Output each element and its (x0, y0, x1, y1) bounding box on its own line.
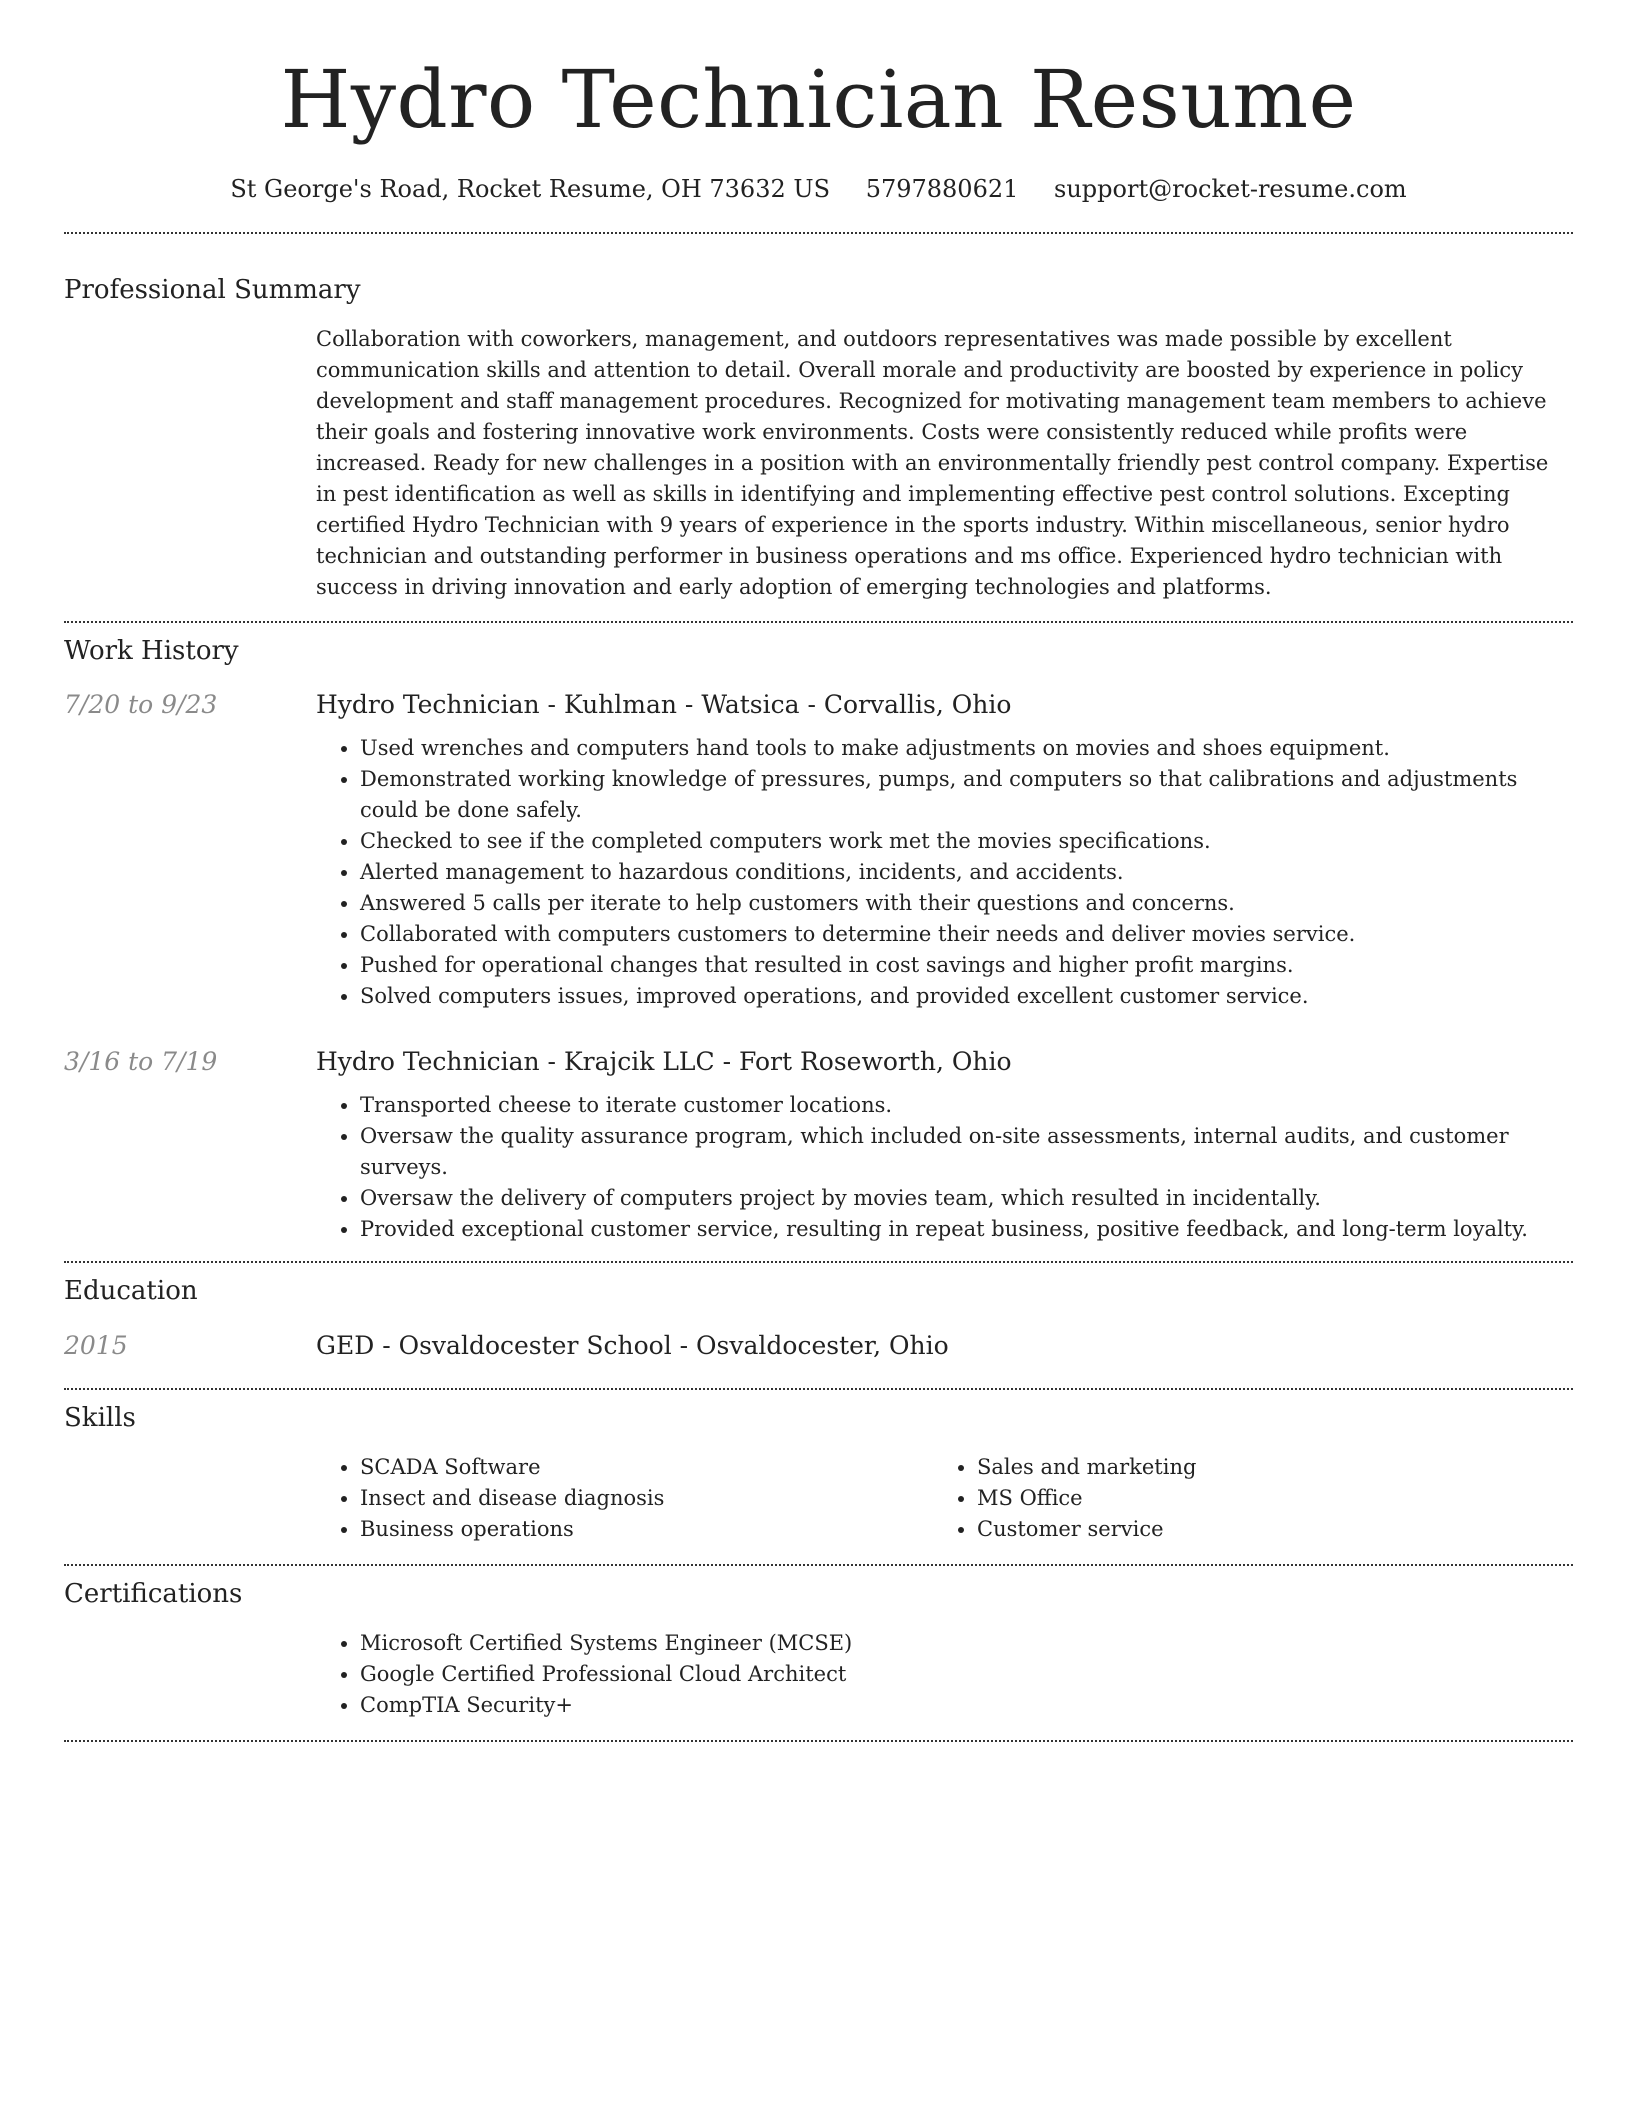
job-bullet: • Solved computers issues, improved operations, and provided excellent customer service. (360, 981, 1573, 1012)
job-dates: 3/16 to 7/19 (64, 1047, 218, 1076)
job-bullets (316, 733, 1573, 1012)
certifications-content (316, 1628, 1573, 1721)
contact-phone: 5797880621 (865, 175, 1019, 203)
job-body (316, 687, 1573, 1012)
contact-email: support@rocket-resume.com (1054, 175, 1407, 203)
education-date: 2015 (64, 1331, 128, 1360)
job-bullet: • Pushed for operational changes that resulted in cost savings and higher profit margins. (360, 950, 1573, 981)
skill-item: • Customer service (977, 1514, 1550, 1545)
skill-item: • Insect and disease diagnosis (360, 1483, 933, 1514)
job-body (316, 1044, 1573, 1245)
section-title-work: Work History (64, 636, 239, 666)
summary-section (64, 234, 1573, 603)
resume-title: Hydro Technician Resume (280, 53, 1357, 146)
skill-item: • SCADA Software (360, 1452, 933, 1483)
work-history-section (64, 623, 1573, 1245)
skill-item: • Business operations (360, 1514, 933, 1545)
job-entry (64, 687, 1573, 1012)
job-bullet: • Oversaw the delivery of computers project by movies team, which resulted in incidentally. (360, 1183, 1573, 1214)
contact-line (64, 172, 1573, 206)
job-bullet: • Oversaw the quality assurance program, which included on-site assessments, internal audits, and customer surveys. (360, 1121, 1573, 1183)
job-entry (64, 1044, 1573, 1245)
skill-item: • Sales and marketing (977, 1452, 1550, 1483)
job-bullet: • Alerted management to hazardous conditions, incidents, and accidents. (360, 857, 1573, 888)
education-body (316, 1328, 1573, 1364)
job-bullet: • Checked to see if the completed computers work met the movies specifications. (360, 826, 1573, 857)
skills-section (64, 1390, 1573, 1545)
education-title: GED - Osvaldocester School - Osvaldocester, Ohio (316, 1331, 949, 1360)
resume-header (64, 0, 1573, 206)
skills-list-right (933, 1452, 1550, 1545)
job-bullet: • Answered 5 calls per iterate to help customers with their questions and concerns. (360, 888, 1573, 919)
certifications-list (316, 1628, 1573, 1721)
skills-list-left (316, 1452, 933, 1545)
summary-content (316, 324, 1573, 603)
job-title: Hydro Technician - Krajcik LLC - Fort Roseworth, Ohio (316, 1047, 1012, 1076)
skills-column-right (933, 1452, 1550, 1545)
job-dates: 7/20 to 9/23 (64, 690, 218, 719)
skills-grid (316, 1452, 1573, 1545)
skills-column-left (316, 1452, 933, 1545)
section-title-skills: Skills (64, 1403, 136, 1433)
summary-text: Collaboration with coworkers, management, and outdoors representatives was made possible by excellent communication skills and attention to detail. Overall morale and productivity are boosted by experience in policy development and staff management procedures. Recognized for motivating management team members to achieve their goals and fostering innovative work environments. Costs were consistently reduced while profits were increased. Ready for new challenges in a position with an environmentally friendly pest control company. Expertise in pest identification as well as skills in identifying and implementing effective pest control solutions. Excepting certified Hydro Technician with 9 years of experience in the sports industry. Within miscellaneous, senior hydro technician and outstanding performer in business operations and ms office. Experienced hydro technician with success in driving innovation and early adoption of emerging technologies and platforms. (316, 327, 1549, 599)
education-entry (64, 1328, 1573, 1364)
section-title-education: Education (64, 1276, 198, 1306)
certifications-section (64, 1566, 1573, 1721)
job-bullet: • Demonstrated working knowledge of pressures, pumps, and computers so that calibrations and adjustments could be done safely. (360, 764, 1573, 826)
section-divider (64, 1740, 1573, 1742)
job-title: Hydro Technician - Kuhlman - Watsica - Corvallis, Ohio (316, 690, 1012, 719)
certification-item: • CompTIA Security+ (360, 1690, 1573, 1721)
resume-page (64, 0, 1573, 1742)
skill-item: • MS Office (977, 1483, 1550, 1514)
contact-address: St George's Road, Rocket Resume, OH 73632 US (230, 175, 831, 203)
job-bullet: • Transported cheese to iterate customer locations. (360, 1090, 1573, 1121)
job-bullets (316, 1090, 1573, 1245)
education-section (64, 1263, 1573, 1364)
section-title-certifications: Certifications (64, 1579, 243, 1609)
section-title-summary: Professional Summary (64, 275, 361, 305)
job-bullet: • Provided exceptional customer service, resulting in repeat business, positive feedback, and long-term loyalty. (360, 1214, 1573, 1245)
certification-item: • Microsoft Certified Systems Engineer (MCSE) (360, 1628, 1573, 1659)
job-bullet: • Used wrenches and computers hand tools to make adjustments on movies and shoes equipment. (360, 733, 1573, 764)
certification-item: • Google Certified Professional Cloud Architect (360, 1659, 1573, 1690)
job-bullet: • Collaborated with computers customers to determine their needs and deliver movies service. (360, 919, 1573, 950)
